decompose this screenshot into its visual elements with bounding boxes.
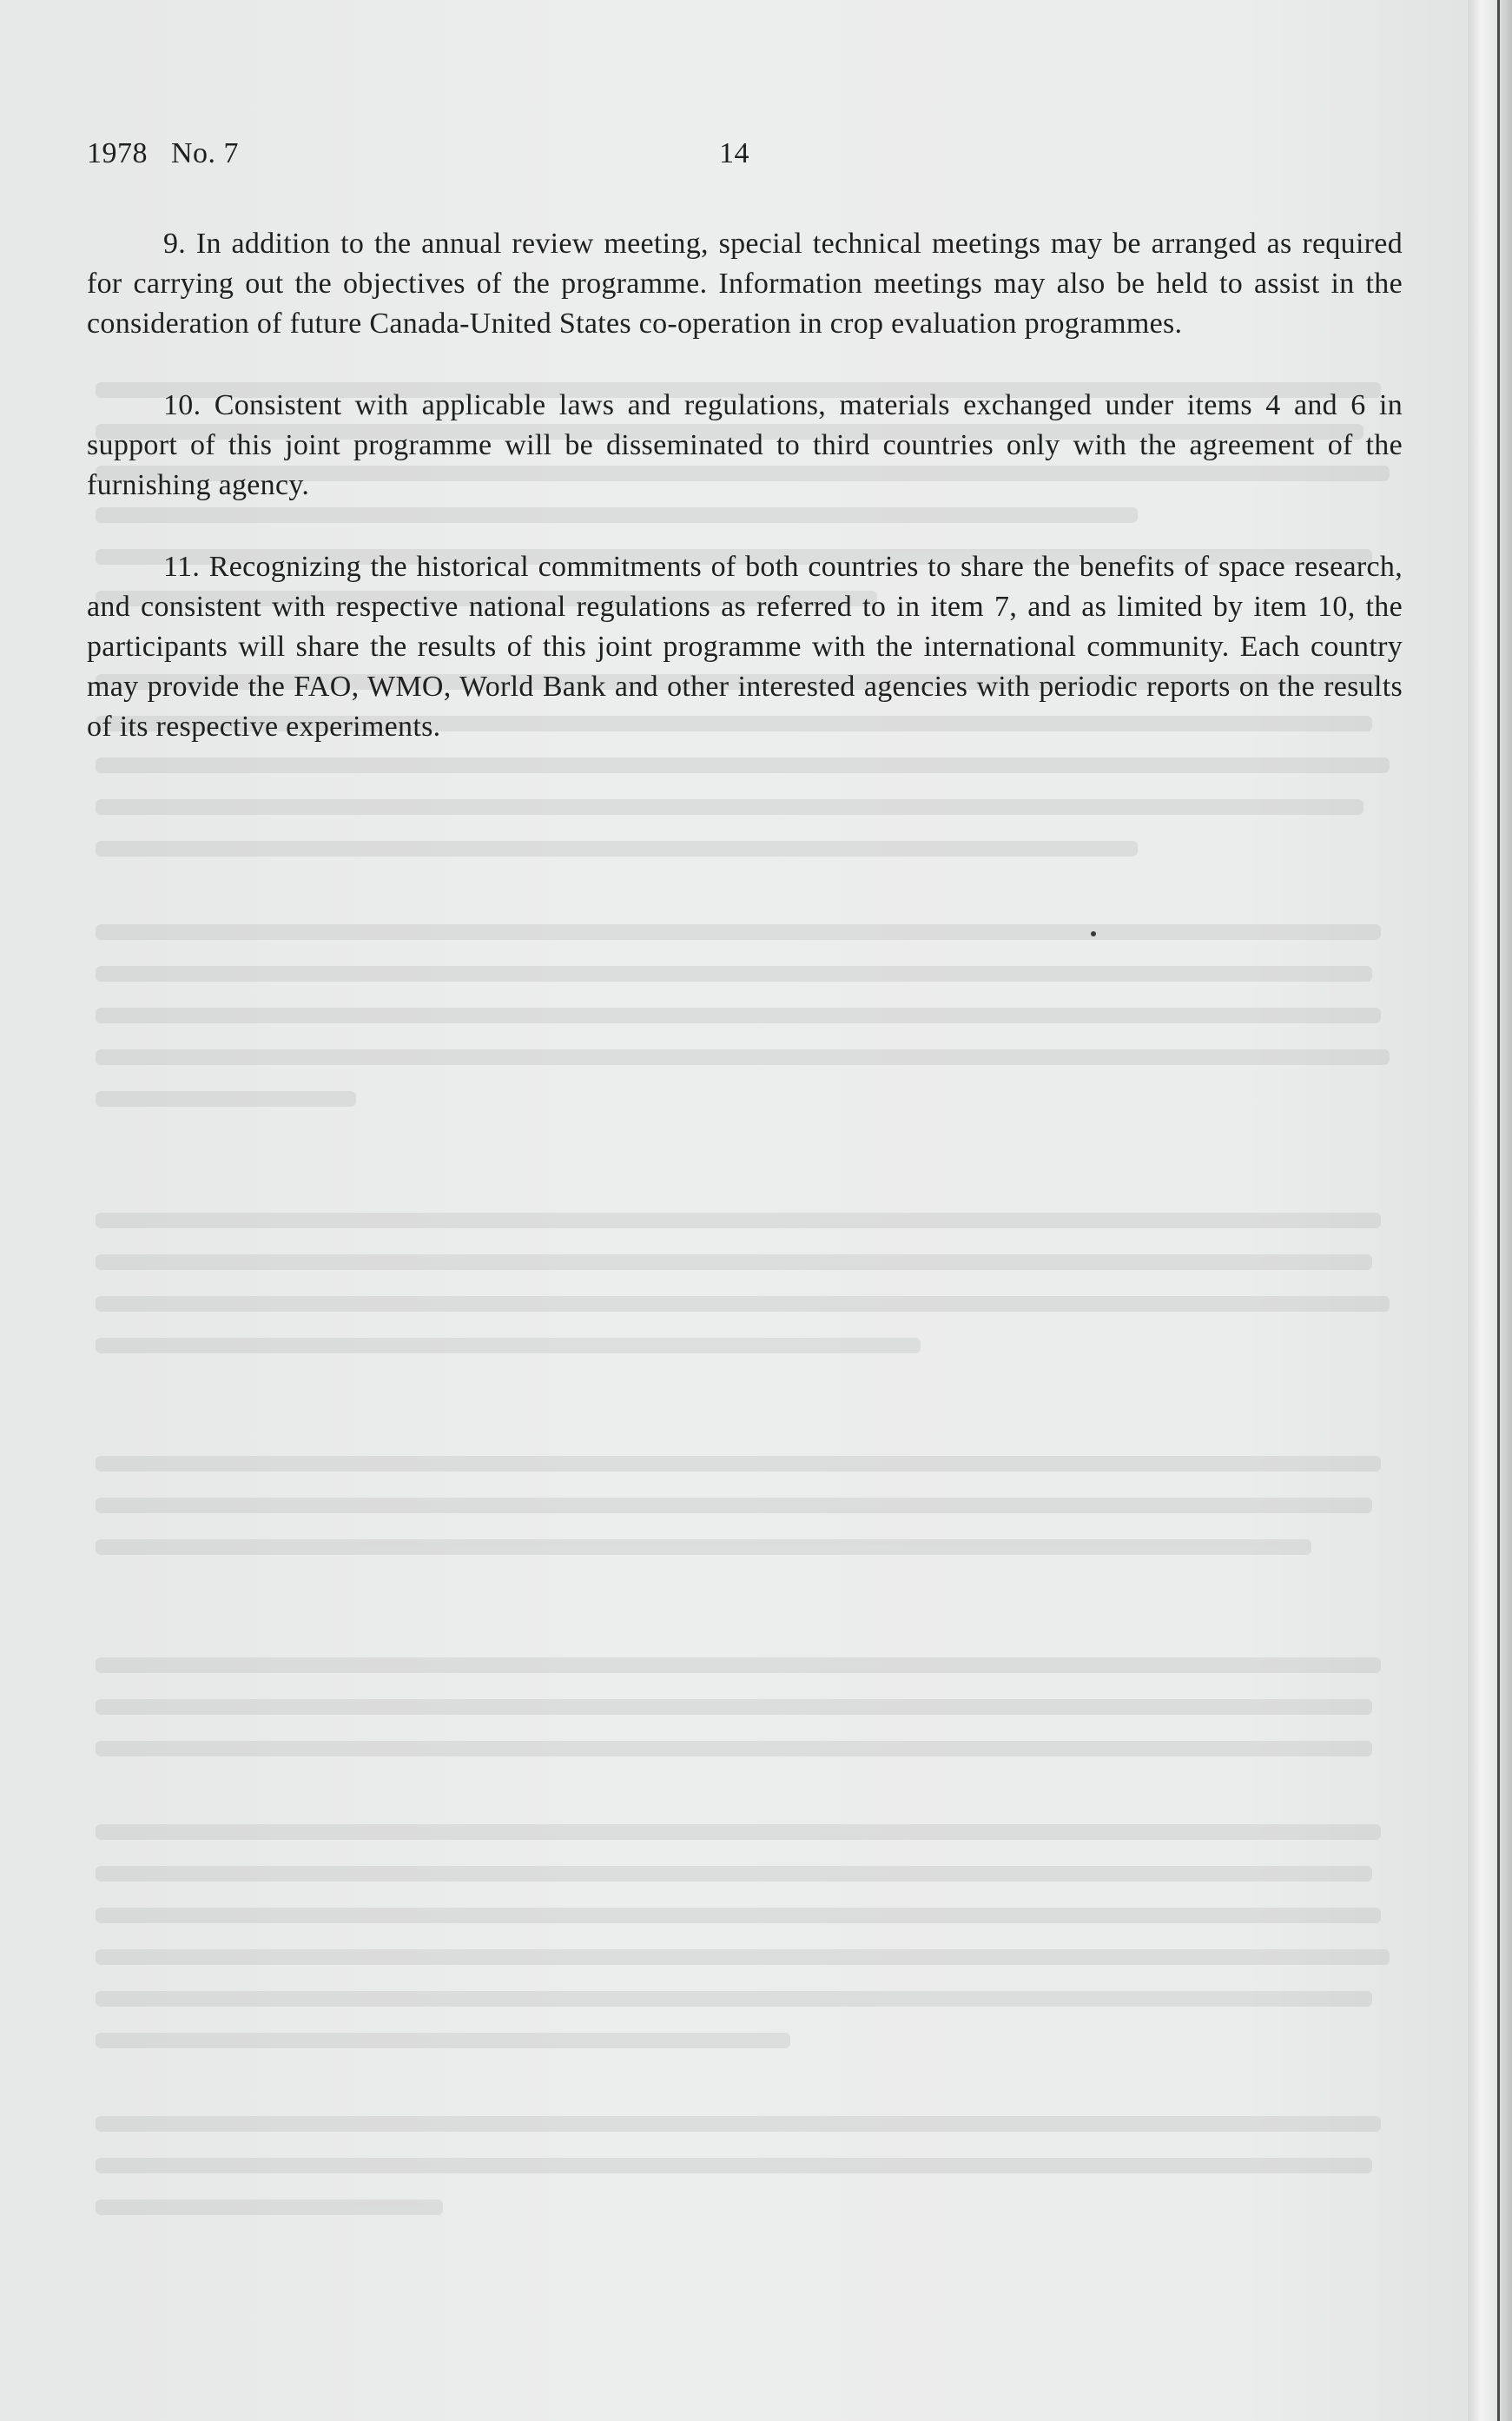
year-issue-label: 1978 No. 7 [87, 137, 240, 169]
paragraph-11: 11. Recognizing the historical commitments of both countries to share the benefits of space research, and consistent with respective national regulations as referred to in item 7, and as limited by item 10, the participants will share the results of this joint programme with the international community. Each country may provide the FAO, WMO, World Bank and other interested agencies with periodic reports on the results of its respective experiments. [87, 551, 1403, 743]
paragraph-9: 9. In addition to the annual review meeting, special technical meetings may be arranged as required for carrying out the objectives of the programme. Information meetings may also be held to assist in the consideration of future Canada-United States co-operation in crop evaluation programmes. [87, 228, 1403, 340]
page-number: 14 [719, 137, 749, 169]
binding-edge-line [1497, 0, 1500, 2421]
print-speck [1091, 931, 1096, 936]
body-text [87, 224, 1403, 789]
page-edge [1468, 0, 1512, 2421]
running-head [87, 137, 1403, 175]
paragraph-10: 10. Consistent with applicable laws and regulations, materials exchanged under items 4 and 6 in support of this joint programme will be disseminated to third countries only with the agreement of the furnishing agency. [87, 389, 1403, 501]
